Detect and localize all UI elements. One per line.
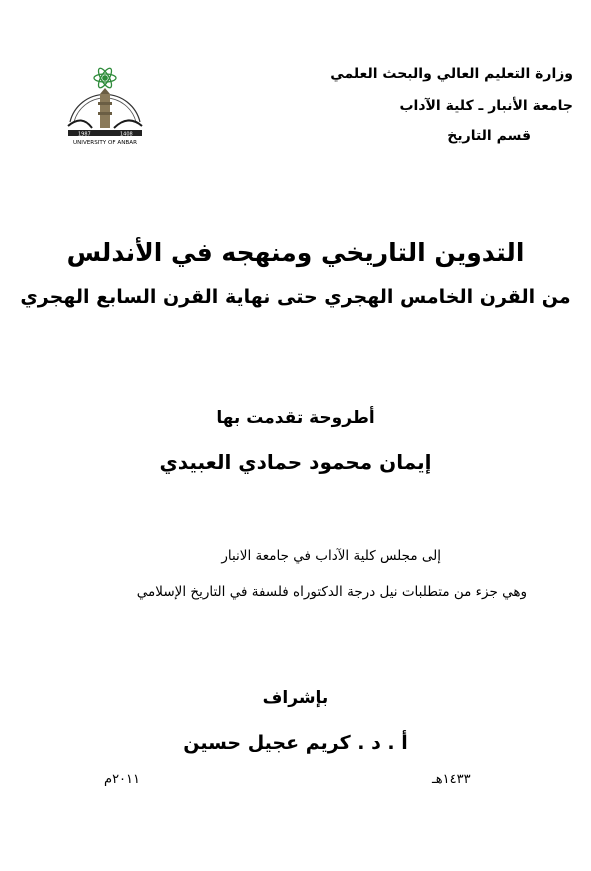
logo-caption: UNIVERSITY OF ANBAR: [73, 140, 137, 146]
thesis-subtitle: من القرن الخامس الهجري حتى نهاية القرن السابع الهجري: [20, 286, 571, 308]
logo-year-right: 1408: [120, 131, 133, 138]
gregorian-date: ٢٠١١م: [104, 772, 140, 787]
purpose-line-1: إلى مجلس كلية الآداب في جامعة الانبار: [221, 548, 441, 564]
ministry-name: وزارة التعليم العالي والبحث العلمي: [330, 66, 573, 82]
logo-year-left: 1987: [78, 131, 91, 138]
supervisor-name: أ . د . كريم عجيل حسين: [183, 732, 408, 754]
author-name: إيمان محمود حمادي العبيدي: [159, 450, 432, 474]
department-name: قسم التاريخ: [447, 128, 531, 144]
submitted-by-label: أطروحة تقدمت بها: [216, 408, 375, 428]
purpose-line-2: وهي جزء من متطلبات نيل درجة الدكتوراه فلسفة في التاريخ الإسلامي: [136, 584, 527, 600]
hijri-date: ١٤٣٣هـ: [432, 772, 471, 787]
university-faculty: جامعة الأنبار ـ كلية الآداب: [399, 98, 573, 114]
university-emblem-icon: [62, 44, 148, 152]
supervision-label: بإشراف: [262, 688, 329, 708]
university-logo: [62, 44, 148, 152]
thesis-title: التدوين التاريخي ومنهجه في الأندلس: [66, 238, 525, 267]
